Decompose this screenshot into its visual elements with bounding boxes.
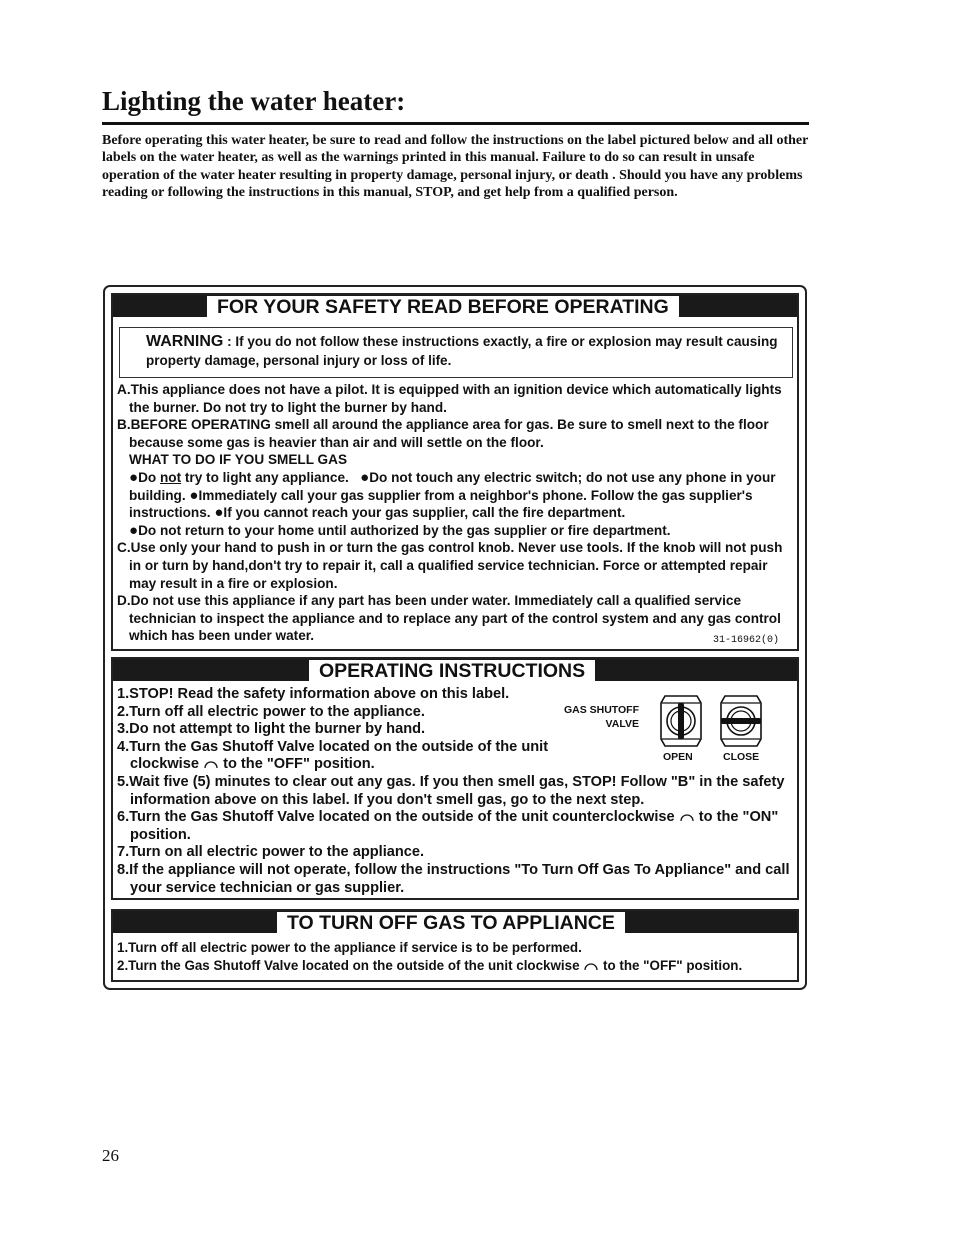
turn-off-section bbox=[111, 909, 799, 982]
safety-item-d: D.Do not use this appliance if any part has been under water. Immediately call a qualified service technician to inspect the appliance and to replace any part of the control system and any gas control which has been under water. bbox=[117, 593, 781, 644]
turn-off-title: TO TURN OFF GAS TO APPLIANCE bbox=[277, 912, 625, 934]
valve-open-icon bbox=[659, 693, 703, 749]
operating-step-5: 5.Wait five (5) minutes to clear out any gas. If you then smell gas, STOP! Follow "B" in the safety information above on this label. If you don't smell gas, go to the next step. bbox=[117, 773, 785, 808]
clockwise-arc-icon bbox=[583, 962, 599, 971]
label-code: 31-16962(0) bbox=[713, 635, 780, 646]
intro-paragraph: Before operating this water heater, be sure to read and follow the instructions on the label pictured below and all other labels on the water heater, as well as the warnings printed in this manual. Failure to do so can result in unsafe operation of the water heater resulting in property damage, personal injury, or death . Should you have any problems reading or following the instructions in this manual, STOP, and get help from a qualified person. bbox=[102, 133, 809, 200]
safety-item-b: B.BEFORE OPERATING smell all around the appliance area for gas. Be sure to smell next to the floor because some gas is heavier than air and will settle on the floor. bbox=[117, 417, 769, 450]
operating-step-6: 6.Turn the Gas Shutoff Valve located on the outside of the unit counterclockwise to the "ON" position. bbox=[117, 809, 779, 843]
bullet-icon: ● bbox=[129, 468, 139, 486]
safety-section bbox=[111, 293, 799, 651]
title-rule bbox=[102, 122, 809, 125]
bullet-icon: ● bbox=[129, 521, 139, 539]
valve-close-icon bbox=[719, 693, 763, 749]
warning-box bbox=[119, 327, 793, 378]
safety-label bbox=[103, 285, 807, 990]
turn-off-step-2: 2.Turn the Gas Shutoff Valve located on the outside of the unit clockwise to the "OFF" position. bbox=[117, 958, 743, 973]
what-to-do-heading: WHAT TO DO IF YOU SMELL GAS bbox=[129, 452, 348, 468]
valve-close-caption: CLOSE bbox=[723, 751, 760, 763]
operating-step-4: 4.Turn the Gas Shutoff Valve located on the outside of the unit clockwise to the "OFF" position. bbox=[117, 738, 549, 773]
valve-label: GAS SHUTOFF VALVE bbox=[563, 704, 639, 730]
operating-step-2: 2.Turn off all electric power to the appliance. bbox=[117, 703, 425, 720]
counterclockwise-arc-icon bbox=[679, 813, 695, 822]
safety-item-a: A.This appliance does not have a pilot. It is equipped with an ignition device which automatically lights the burner. Do not try to light the burner by hand. bbox=[117, 382, 782, 415]
safety-title: FOR YOUR SAFETY READ BEFORE OPERATING bbox=[207, 296, 679, 318]
operating-step-3: 3.Do not attempt to light the burner by hand. bbox=[117, 721, 426, 738]
operating-step-7: 7.Turn on all electric power to the appliance. bbox=[117, 844, 425, 861]
safety-item-c: C.Use only your hand to push in or turn the gas control knob. Never use tools. If the knob will not push in or turn by hand,don't try to repair it, call a qualified service technician. Force or attempted repair may result in a fire or explosion. bbox=[117, 540, 783, 591]
safety-list bbox=[117, 381, 797, 645]
gas-smell-bullets: ●Do not try to light any appliance. ●Do not touch any electric switch; do not use any phone in your building. ●Immediately call your gas supplier from a neighbor's phone. Follow the gas supplier's instructions. ●If you cannot reach your gas supplier, call the fire department. ●Do not return to your home until authorized by the gas supplier or fire department. bbox=[129, 468, 776, 539]
operating-title: OPERATING INSTRUCTIONS bbox=[309, 660, 595, 682]
page-title: Lighting the water heater: bbox=[102, 86, 406, 116]
bullet-icon: ● bbox=[189, 486, 199, 504]
bullet-icon: ● bbox=[360, 468, 370, 486]
operating-section bbox=[111, 657, 799, 900]
valve-open-caption: OPEN bbox=[663, 751, 693, 763]
clockwise-arc-icon bbox=[203, 760, 219, 769]
turn-off-list bbox=[117, 939, 799, 975]
warning-label: WARNING bbox=[146, 333, 224, 350]
warning-text: : If you do not follow these instructions exactly, a fire or explosion may result causing property damage, personal injury or loss of life. bbox=[146, 334, 778, 368]
page-number: 26 bbox=[102, 1146, 119, 1165]
operating-step-1: 1.STOP! Read the safety information above on this label. bbox=[117, 686, 510, 702]
bullet-icon: ● bbox=[214, 504, 224, 522]
turn-off-step-1: 1.Turn off all electric power to the appliance if service is to be performed. bbox=[117, 940, 582, 955]
operating-step-8: 8.If the appliance will not operate, follow the instructions "To Turn Off Gas To Appliance" and call your service technician or gas supplier. bbox=[117, 861, 790, 896]
